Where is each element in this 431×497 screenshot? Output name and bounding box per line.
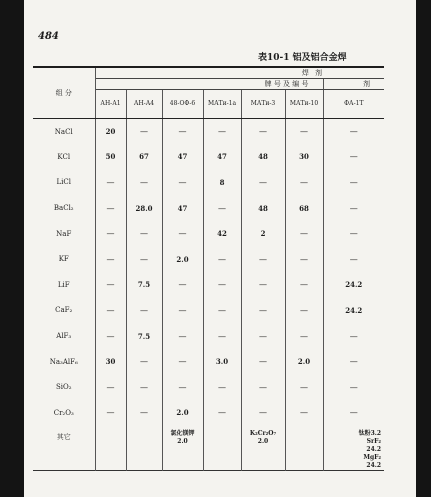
- cell-line: 钛粉3.2: [358, 429, 382, 437]
- component-name: BaCl₂: [33, 195, 95, 221]
- cell-line: K₂Cr₂O₇: [249, 429, 277, 437]
- cell-value: 7.5: [126, 272, 162, 298]
- cell-value: 47: [162, 195, 203, 221]
- cell-value: —: [95, 272, 126, 298]
- cell-line: 氯化镁钾: [170, 429, 195, 437]
- cell-value: 2.0: [162, 246, 203, 272]
- cell-value: —: [241, 246, 285, 272]
- cell-value: 3.0: [203, 349, 241, 375]
- cell-value: —: [95, 298, 126, 324]
- cell-value: —: [126, 349, 162, 375]
- component-name: SiO₂: [33, 374, 95, 400]
- cell-value: 30: [285, 144, 323, 170]
- cell-value: —: [126, 374, 162, 400]
- column-header: АН-А4: [126, 90, 162, 119]
- book-page: [24, 0, 416, 497]
- cell-value: —: [126, 119, 162, 145]
- cell-value: —: [323, 195, 384, 221]
- cell-value: —: [162, 323, 203, 349]
- cell-value: —: [126, 400, 162, 426]
- header-group-designation: 牌 号 及 编 号: [95, 79, 323, 90]
- column-header: 48-ОФ-6: [162, 90, 203, 119]
- table-row: [33, 246, 384, 272]
- cell-value: —: [162, 119, 203, 145]
- cell-value: 68: [285, 195, 323, 221]
- cell-value: —: [323, 144, 384, 170]
- component-name: Cr₂O₃: [33, 400, 95, 426]
- cell-value: 50: [95, 144, 126, 170]
- cell-value: —: [203, 323, 241, 349]
- cell-value: —: [323, 246, 384, 272]
- cell-value: —: [95, 195, 126, 221]
- cell-value: 24.2: [323, 298, 384, 324]
- cell-value: —: [285, 323, 323, 349]
- cell-value: —: [126, 298, 162, 324]
- table-row: [33, 400, 384, 426]
- cell-value: [241, 426, 285, 471]
- cell-value: —: [126, 246, 162, 272]
- cell-value: 48: [241, 195, 285, 221]
- column-header: АН-А1: [95, 90, 126, 119]
- cell-value: [95, 426, 126, 471]
- cell-line: 24.2: [366, 461, 382, 469]
- cell-value: —: [323, 323, 384, 349]
- cell-line: 2.0: [177, 437, 188, 445]
- cell-value: 24.2: [323, 272, 384, 298]
- component-name: Na₃AlF₆: [33, 349, 95, 375]
- cell-value: —: [285, 119, 323, 145]
- component-name: NaCl: [33, 119, 95, 145]
- table-row: [33, 170, 384, 196]
- cell-value: —: [203, 400, 241, 426]
- page-number: 484: [38, 31, 59, 42]
- flux-composition-table: [33, 66, 384, 471]
- cell-value: —: [241, 349, 285, 375]
- component-name: CaF₂: [33, 298, 95, 324]
- component-name: NaF: [33, 221, 95, 247]
- cell-value: [323, 426, 384, 471]
- cell-value: 30: [95, 349, 126, 375]
- column-header: МАТи-10: [285, 90, 323, 119]
- cell-value: —: [285, 221, 323, 247]
- cell-value: 2.0: [162, 400, 203, 426]
- table-row: [33, 119, 384, 145]
- header-group-flux: 焊 剂: [95, 67, 384, 79]
- cell-value: —: [241, 374, 285, 400]
- cell-value: —: [323, 374, 384, 400]
- cell-value: —: [203, 374, 241, 400]
- cell-value: [126, 426, 162, 471]
- cell-value: —: [241, 170, 285, 196]
- cell-value: —: [285, 374, 323, 400]
- table-row-other: [33, 426, 384, 471]
- cell-value: —: [203, 298, 241, 324]
- cell-value: —: [162, 272, 203, 298]
- column-header: МАТи-3: [241, 90, 285, 119]
- header-stub: 组 分: [33, 67, 95, 119]
- component-name: LiCl: [33, 170, 95, 196]
- table-row: [33, 298, 384, 324]
- cell-value: —: [95, 400, 126, 426]
- cell-value: —: [323, 349, 384, 375]
- cell-value: 42: [203, 221, 241, 247]
- cell-value: 8: [203, 170, 241, 196]
- cell-line: 2.0: [257, 437, 269, 445]
- cell-value: —: [241, 298, 285, 324]
- header-group-tail: 剂: [323, 79, 384, 90]
- cell-value: —: [203, 246, 241, 272]
- table-row: [33, 272, 384, 298]
- cell-value: —: [285, 298, 323, 324]
- cell-value: —: [323, 400, 384, 426]
- cell-value: —: [162, 374, 203, 400]
- cell-value: —: [323, 170, 384, 196]
- cell-line: 24.2: [366, 445, 382, 453]
- cell-value: [285, 426, 323, 471]
- table-title: 表10-1 铝及铝合金焊: [258, 53, 347, 63]
- cell-value: [162, 426, 203, 471]
- cell-value: —: [241, 400, 285, 426]
- cell-value: 47: [162, 144, 203, 170]
- cell-value: —: [241, 272, 285, 298]
- column-header: МАТи-1а: [203, 90, 241, 119]
- component-name: 其它: [33, 426, 95, 471]
- cell-value: —: [285, 272, 323, 298]
- cell-value: —: [95, 374, 126, 400]
- cell-value: —: [162, 349, 203, 375]
- cell-value: 7.5: [126, 323, 162, 349]
- cell-value: 2.0: [285, 349, 323, 375]
- column-header: ФА-1Т: [323, 90, 384, 119]
- component-name: LiF: [33, 272, 95, 298]
- cell-value: —: [95, 170, 126, 196]
- cell-value: 20: [95, 119, 126, 145]
- component-name: AlF₃: [33, 323, 95, 349]
- cell-value: —: [126, 170, 162, 196]
- table-row: [33, 195, 384, 221]
- cell-value: —: [241, 323, 285, 349]
- cell-value: 2: [241, 221, 285, 247]
- table-row: [33, 374, 384, 400]
- cell-value: —: [95, 221, 126, 247]
- cell-value: —: [95, 323, 126, 349]
- cell-value: —: [126, 221, 162, 247]
- component-name: KCl: [33, 144, 95, 170]
- cell-value: —: [203, 272, 241, 298]
- cell-value: —: [162, 221, 203, 247]
- cell-value: [203, 426, 241, 471]
- cell-value: 67: [126, 144, 162, 170]
- cell-value: —: [285, 400, 323, 426]
- table-row: [33, 323, 384, 349]
- cell-value: —: [162, 298, 203, 324]
- component-name: KF: [33, 246, 95, 272]
- table-row: [33, 221, 384, 247]
- cell-value: —: [323, 221, 384, 247]
- cell-value: —: [285, 246, 323, 272]
- cell-value: —: [203, 195, 241, 221]
- cell-value: —: [162, 170, 203, 196]
- cell-line: SrF₂: [366, 437, 382, 445]
- table-row: [33, 349, 384, 375]
- cell-value: —: [285, 170, 323, 196]
- cell-value: —: [241, 119, 285, 145]
- cell-line: MgF₂: [363, 453, 382, 461]
- cell-value: 47: [203, 144, 241, 170]
- cell-value: 48: [241, 144, 285, 170]
- cell-value: —: [95, 246, 126, 272]
- cell-value: 28.0: [126, 195, 162, 221]
- cell-value: —: [203, 119, 241, 145]
- cell-value: —: [349, 127, 358, 137]
- table-row: [33, 144, 384, 170]
